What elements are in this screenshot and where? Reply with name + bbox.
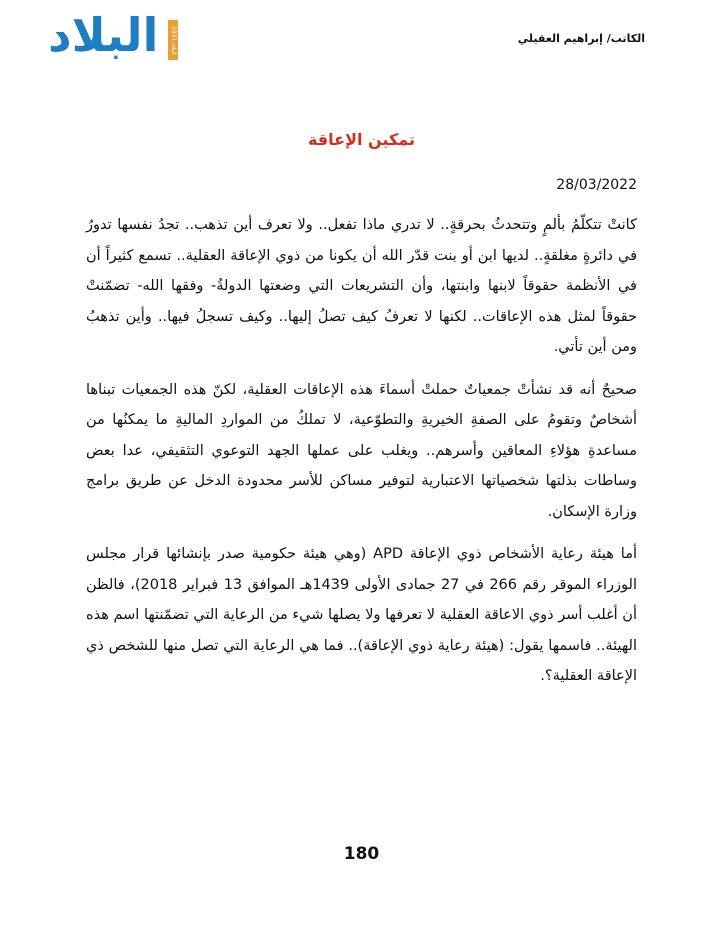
logo-wordmark: البلاد (48, 8, 159, 62)
article-title: تمكين الإعاقة (307, 130, 416, 149)
article-body (86, 210, 637, 704)
article-paragraph: كانتْ تتكلّمُ بألمٍ وتتحدثُ بحرقةٍ.. لا تدري ماذا تفعل.. ولا تعرف أين تذهب.. تجدُ نفسها تدورُ في دائرةٍ مغلقةٍ.. لديها ابن أو بنت قدّر الله أن يكونا من ذوي الإعاقة العقلية.. تسمع كثيراً أن في الأنظمة حقوقاً لابنها وابنتها، وأن التشريعات التي وضعتها الدولةُ- وفقها الله- تضمّنتْ حقوقاً لمثل هذه الإعاقات.. لكنها لا تعرفُ كيف تصلُ إليها.. وكيف تسجلُ فيها.. وأين تذهبُ ومن أين تأتي. (86, 217, 637, 355)
article-paragraph: صحيحٌ أنه قد نشأتْ جمعياتٌ حملتْ أسماءَ هذه الإعاقات العقلية، لكنّ هذه الجمعيات تبناها أشخاصٌ وتقومُ على الصفةِ الخيريةِ والتطوّعية، لا تملكُ من المواردِ الماليةِ ما يمكنُها من مساعدةِ هؤلاءِ المعاقين وأسرهم.. ويغلب على عملها الجهد التوعوي التثقيفي، عدا بعض وساطات بذلتها شخصياتها الاعتبارية لتوفير مساكن للأسر محدودة الدخل عن طريق برامج وزارة الإسكان. (86, 381, 637, 520)
author-name: الكاتب/ إبراهيم العقيلي (517, 32, 645, 45)
newspaper-logo (48, 8, 178, 66)
page-number: 180 (343, 844, 380, 864)
logo-tagline: 1931 البلاد (168, 20, 178, 60)
article-paragraph: أما هيئة رعاية الأشخاص ذوي الإعاقة APD (وهي هيئة حكومية صدر بإنشائها قرار مجلس الوزراء الموقر رقم 266 في 27 جمادى الأولى 1439هـ الموافق 13 فبراير 2018)، فالظن أن أغلب أسر ذوي الاعاقة العقلية لا تعرفها ولا يصلها شيء من الرعاية التي تضمّنتها اسم هذه الهيئة.. فاسمها يقول: (هيئة رعاية ذوي الإعاقة).. فما هي الرعاية التي تصل منها للشخص ذي الإعاقة العقلية؟. (86, 546, 637, 684)
article-date: 28/03/2022 (556, 177, 637, 193)
